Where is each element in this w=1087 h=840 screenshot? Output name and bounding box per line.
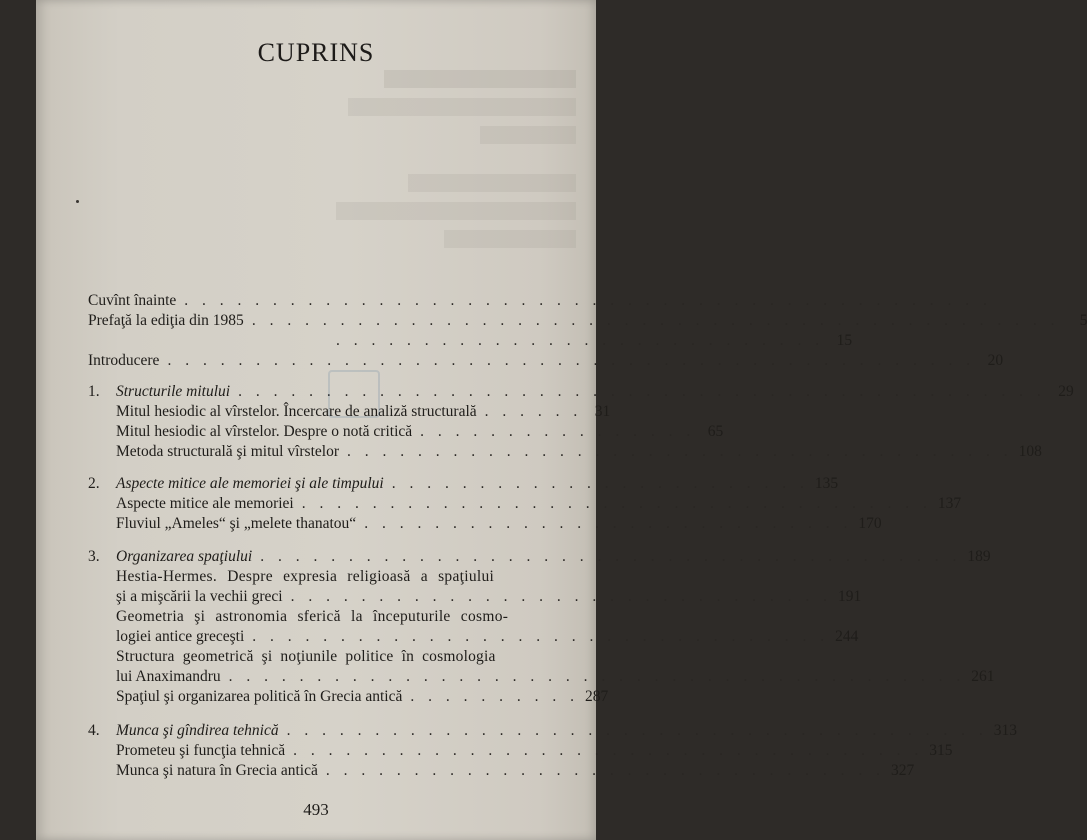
dot-leader: . . . . . . . . . . . . . . . . . . . . . . . . . . . . . . . . . . . . . . . .	[260, 548, 962, 565]
entry-label-line1: Structura geometrică şi noţiunile politice în cosmologia	[116, 648, 496, 665]
toc-entry	[116, 628, 859, 646]
dot-leader: . . . . . . . . . . . . . . . . . . . . . . . . . . . . . . . . . . . . . . . . . . . . . .	[251, 312, 1060, 329]
entry-page: 108	[1018, 443, 1042, 460]
dot-leader: . . . . . . . . . . . . . . . . . . . . . . . . . . . . . . . . . . . . . . . .	[286, 722, 988, 739]
dot-leader: . . . . . . . . . . . . . . . . . . . . . . . . . . . . . . . . . . . . . . . . . .	[228, 668, 966, 685]
chapter-page: 189	[967, 548, 991, 565]
entry-label: Munca şi natura în Grecia antică	[116, 762, 318, 779]
dot-leader: . . . . . . . . . . . . . . . . . . . . . . . . . . . . . . . . .	[252, 628, 830, 645]
dot-leader: . . . . . . . . . . . . . . . . . . . . . . . . . . . . . . . . . . . .	[293, 742, 924, 759]
dot-leader: . . . . . . . . . . . . . . . . . . . . . . . . . . . . . . . .	[325, 762, 885, 779]
chapter-page: 29	[1058, 383, 1074, 400]
entry-page: 137	[937, 495, 962, 512]
toc-chapter-2	[88, 475, 839, 493]
entry-label: Aspecte mitice ale memoriei	[116, 495, 294, 512]
entry-page: 191	[837, 588, 862, 605]
entry-label: Introducere	[88, 352, 160, 369]
toc-entry-preface-second	[336, 332, 853, 350]
entry-label-line1: Hestia-Hermes. Despre expresia religioasă a spaţiului	[116, 568, 495, 585]
dot-leader: . . . . . . . . . . . . . . . . . . . . . . . .	[391, 475, 809, 492]
entry-label: Mitul hesiodic al vîrstelor. Încercare de analiză structurală	[116, 403, 477, 420]
toc-entry	[116, 443, 1042, 461]
entry-page: 5	[1079, 312, 1087, 329]
entry-label: Metoda structurală şi mitul vîrstelor	[116, 443, 339, 460]
toc-chapter-4	[88, 722, 1017, 740]
toc-entry	[116, 588, 862, 606]
entry-label: Prometeu şi funcţia tehnică	[116, 742, 286, 759]
entry-label-line2: lui Anaximandru	[116, 668, 221, 685]
toc-entry	[116, 668, 995, 686]
toc-entry	[116, 495, 962, 513]
watermark-logo	[328, 370, 380, 418]
chapter-page: 313	[993, 722, 1017, 739]
toc-entry-introduction	[88, 352, 1004, 370]
dot-leader: . . . . . . . . . . . . . . . . . . . . . . . . . . . . . . . . . . . . . . . . . . . . . .	[167, 352, 976, 369]
dot-leader: . . . . . . . . . . . . . . . . . . . . . . . . . . . . . . . . . . . .	[301, 495, 932, 512]
entry-page: 15	[836, 332, 853, 349]
chapter-number: 4.	[88, 722, 100, 739]
dot-leader: . . . . . . . . . . . . . . . . . . . . . . . . . . . .	[336, 332, 825, 349]
dot-leader: . . . . . . . . . . . . . . . .	[420, 423, 696, 440]
dot-leader: . . . . . . . . . . . . . . . . . . . . . . . . . . . . . . . . . . . . . . . . . . . . . .	[184, 292, 992, 309]
chapter-page: 135	[814, 475, 839, 492]
entry-page: 315	[929, 742, 953, 759]
toc-entry-foreword	[88, 292, 992, 310]
toc-entry-preface	[88, 312, 1087, 330]
entry-label: Cuvînt înainte	[88, 292, 177, 309]
chapter-title: Aspecte mitice ale memoriei şi ale timpului	[116, 475, 384, 492]
print-speck	[76, 200, 79, 203]
entry-page: 327	[890, 762, 915, 779]
entry-page: 244	[835, 628, 859, 645]
chapter-number: 1.	[88, 383, 100, 400]
entry-label: Fluviul „Ameles“ şi „melete thanatou“	[116, 515, 357, 532]
page-number: 493	[303, 800, 329, 819]
dot-leader: . . . . . . . . . . . . . . . . . . . . . . . . . . . . . . . . . . . . . .	[346, 443, 1013, 460]
entry-label-line2: şi a mişcării la vechii greci	[116, 588, 283, 605]
entry-page: 31	[594, 403, 611, 420]
entry-label-line1: Geometria şi astronomia sferică la începuturile cosmo-	[116, 608, 509, 625]
entry-label: Mitul hesiodic al vîrstelor. Despre o notă critică	[116, 423, 413, 440]
toc-entry	[116, 423, 724, 441]
toc-chapter-3	[88, 548, 991, 566]
page-title: CUPRINS	[257, 38, 375, 67]
entry-label: Spaţiul şi organizarea politică în Grecia antică	[116, 688, 403, 705]
toc-entry	[116, 762, 915, 780]
entry-page: 65	[707, 423, 724, 440]
chapter-number: 3.	[88, 548, 100, 565]
entry-page: 20	[987, 352, 1004, 369]
toc-entry	[116, 742, 953, 760]
entry-label: Prefaţă la ediţia din 1985	[88, 312, 244, 329]
chapter-title: Organizarea spaţiului	[116, 548, 253, 565]
entry-page: 261	[971, 668, 995, 685]
table-of-contents	[36, 0, 1087, 800]
toc-entry	[116, 688, 609, 706]
entry-page: 170	[858, 515, 882, 532]
dot-leader: . . . . . .	[484, 403, 583, 420]
chapter-title: Munca şi gîndirea tehnică	[116, 722, 279, 739]
dot-leader: . . . . . . . . . . . . . . . . . . . . . . . . . . . .	[364, 515, 853, 532]
dot-leader: . . . . . . . . . .	[410, 688, 579, 705]
chapter-number: 2.	[88, 475, 100, 492]
book-page	[36, 0, 1087, 840]
dot-leader: . . . . . . . . . . . . . . . . . . . . . . . . . . . . . . .	[290, 588, 832, 605]
entry-label-line2: logiei antice greceşti	[116, 628, 245, 645]
entry-page: 287	[584, 688, 609, 705]
toc-entry	[116, 515, 882, 533]
dot-leader: . . . . . . . . . . . . . . . . . . . . . . . . . . . . . . . . . . . . . . . . . . . . . .	[238, 383, 1046, 400]
chapter-title: Structurile mitului	[116, 383, 231, 400]
